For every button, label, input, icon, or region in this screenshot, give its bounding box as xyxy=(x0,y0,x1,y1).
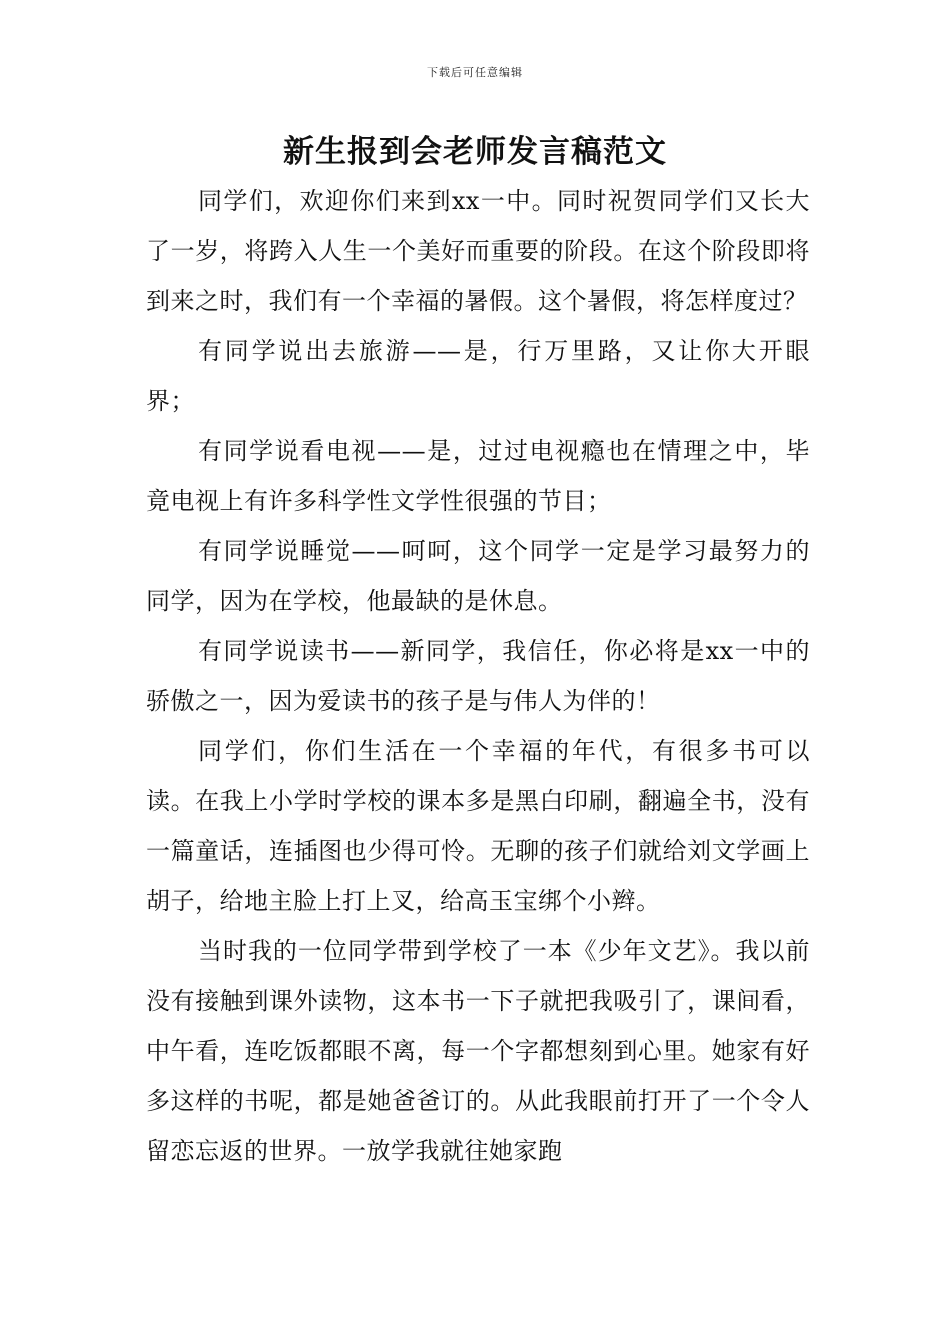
header-note: 下载后可任意编辑 xyxy=(427,66,523,79)
paragraph-tv: 有同学说看电视——是，过过电视瘾也在情理之中，毕竟电视上有许多科学性文学性很强的节目； xyxy=(146,437,810,515)
paragraph-travel: 有同学说出去旅游——是，行万里路，又让你大开眼界； xyxy=(146,337,810,415)
paragraph-welcome: 同学们，欢迎你们来到xx一中。同时祝贺同学们又长大了一岁，将跨入人生一个美好而重要的阶段。在这个阶段即将到来之时，我们有一个幸福的暑假。这个暑假，将怎样度过？ xyxy=(146,187,810,315)
paragraph-happy-era: 同学们，你们生活在一个幸福的年代，有很多书可以读。在我上小学时学校的课本多是黑白印刷，翻遍全书，没有一篇童话，连插图也少得可怜。无聊的孩子们就给刘文学画上胡子，给地主脸上打上叉，给高玉宝绑个小辫。 xyxy=(146,737,810,915)
document-title: 新生报到会老师发言稿范文 xyxy=(283,134,667,170)
document-body xyxy=(146,176,810,1176)
paragraph-reading: 有同学说读书——新同学，我信任，你必将是xx一中的骄傲之一，因为爱读书的孩子是与伟人为伴的！ xyxy=(146,637,810,715)
paragraph-sleep: 有同学说睡觉——呵呵，这个同学一定是学习最努力的同学，因为在学校，他最缺的是休息。 xyxy=(146,537,810,615)
paragraph-memory: 当时我的一位同学带到学校了一本《少年文艺》。我以前没有接触到课外读物，这本书一下子就把我吸引了，课间看，中午看，连吃饭都眼不离，每一个字都想刻到心里。她家有好多这样的书呢，都是她爸爸订的。从此我眼前打开了一个令人留恋忘返的世界。一放学我就往她家跑 xyxy=(146,937,810,1165)
